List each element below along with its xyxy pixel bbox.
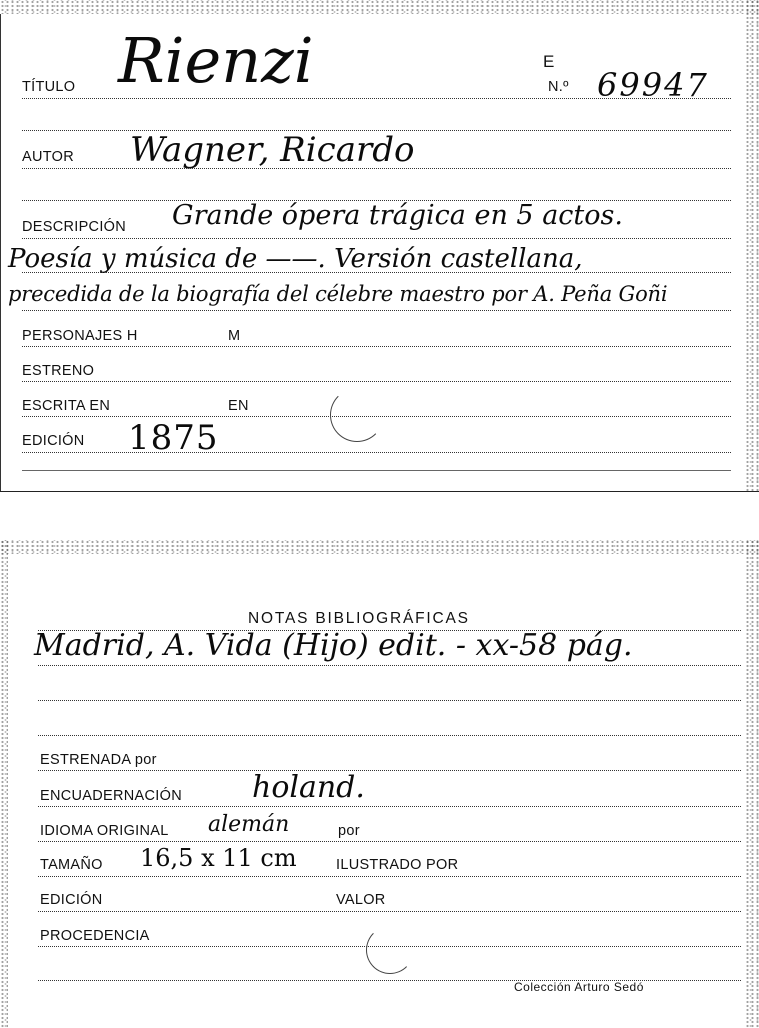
personajes-rule xyxy=(22,346,731,347)
idioma-por-label: por xyxy=(338,823,360,839)
idioma-rule xyxy=(38,841,741,842)
descripcion-rule-1 xyxy=(22,238,731,239)
edicion-back-rule xyxy=(38,911,741,912)
card-edge-texture-right xyxy=(745,540,759,1028)
encuadernacion-rule xyxy=(38,806,741,807)
card-edge-texture xyxy=(0,540,759,554)
idioma-original-value: alemán xyxy=(208,812,290,837)
encuadernacion-label: ENCUADERNACIÓN xyxy=(40,788,182,804)
tamano-label: TAMAÑO xyxy=(40,857,103,873)
card-edge-texture-left xyxy=(0,540,8,1028)
descripcion-rule-2 xyxy=(22,272,731,273)
notas-value: Madrid, A. Vida (Hijo) edit. - xx-58 pág. xyxy=(34,628,633,663)
descripcion-line-2: Poesía y música de ——. Versión castellana, xyxy=(8,244,583,274)
encuadernacion-value: holand. xyxy=(252,770,365,805)
embossed-stamp xyxy=(330,388,384,442)
autor-value: Wagner, Ricardo xyxy=(130,130,415,170)
collection-credit: Colección Arturo Sedó xyxy=(514,980,644,994)
edicion-label: EDICIÓN xyxy=(22,433,85,449)
numero-letter: E xyxy=(543,52,555,71)
descripcion-line-1: Grande ópera trágica en 5 actos. xyxy=(172,200,623,231)
autor-rule xyxy=(22,168,731,169)
back-edicion-label: EDICIÓN xyxy=(40,892,103,908)
estrenada-por-label: ESTRENADA por xyxy=(40,752,157,768)
catalog-card-front xyxy=(0,0,759,492)
descripcion-line-3: precedida de la biografía del célebre maestro por A. Peña Goñi xyxy=(8,282,668,306)
descripcion-rule-3 xyxy=(22,310,731,311)
tamano-value: 16,5 x 11 cm xyxy=(140,844,297,872)
autor-label: AUTOR xyxy=(22,149,74,165)
ilustrado-por-label: ILUSTRADO POR xyxy=(336,857,459,873)
card-edge-texture-right xyxy=(745,0,759,491)
notas-rule-1 xyxy=(38,665,741,666)
procedencia-label: PROCEDENCIA xyxy=(40,928,150,944)
personajes-h-label: PERSONAJES H xyxy=(22,328,138,344)
estreno-label: ESTRENO xyxy=(22,363,95,379)
numero-label: N.º xyxy=(548,79,569,95)
tamano-rule xyxy=(38,876,741,877)
numero-value: 69947 xyxy=(597,66,709,104)
estrenada-rule xyxy=(38,770,741,771)
personajes-m-label: M xyxy=(228,328,241,344)
edicion-rule xyxy=(22,452,731,453)
catalog-card-back xyxy=(0,540,759,1028)
titulo-value: Rienzi xyxy=(118,24,314,97)
en-label: EN xyxy=(228,398,249,414)
card-edge-texture xyxy=(0,0,759,14)
edicion-value: 1875 xyxy=(128,418,219,458)
estreno-rule xyxy=(22,381,731,382)
titulo-label: TÍTULO xyxy=(22,79,76,95)
notas-rule-3 xyxy=(38,735,741,736)
embossed-stamp xyxy=(366,926,414,974)
escrita-en-label: ESCRITA EN xyxy=(22,398,111,414)
blank-rule-3 xyxy=(22,470,731,471)
descripcion-label: DESCRIPCIÓN xyxy=(22,219,127,235)
valor-label: VALOR xyxy=(336,892,386,908)
idioma-original-label: IDIOMA ORIGINAL xyxy=(40,823,169,839)
notas-rule-2 xyxy=(38,700,741,701)
notas-heading: NOTAS BIBLIOGRÁFICAS xyxy=(248,610,470,627)
card-left-border xyxy=(0,14,3,491)
